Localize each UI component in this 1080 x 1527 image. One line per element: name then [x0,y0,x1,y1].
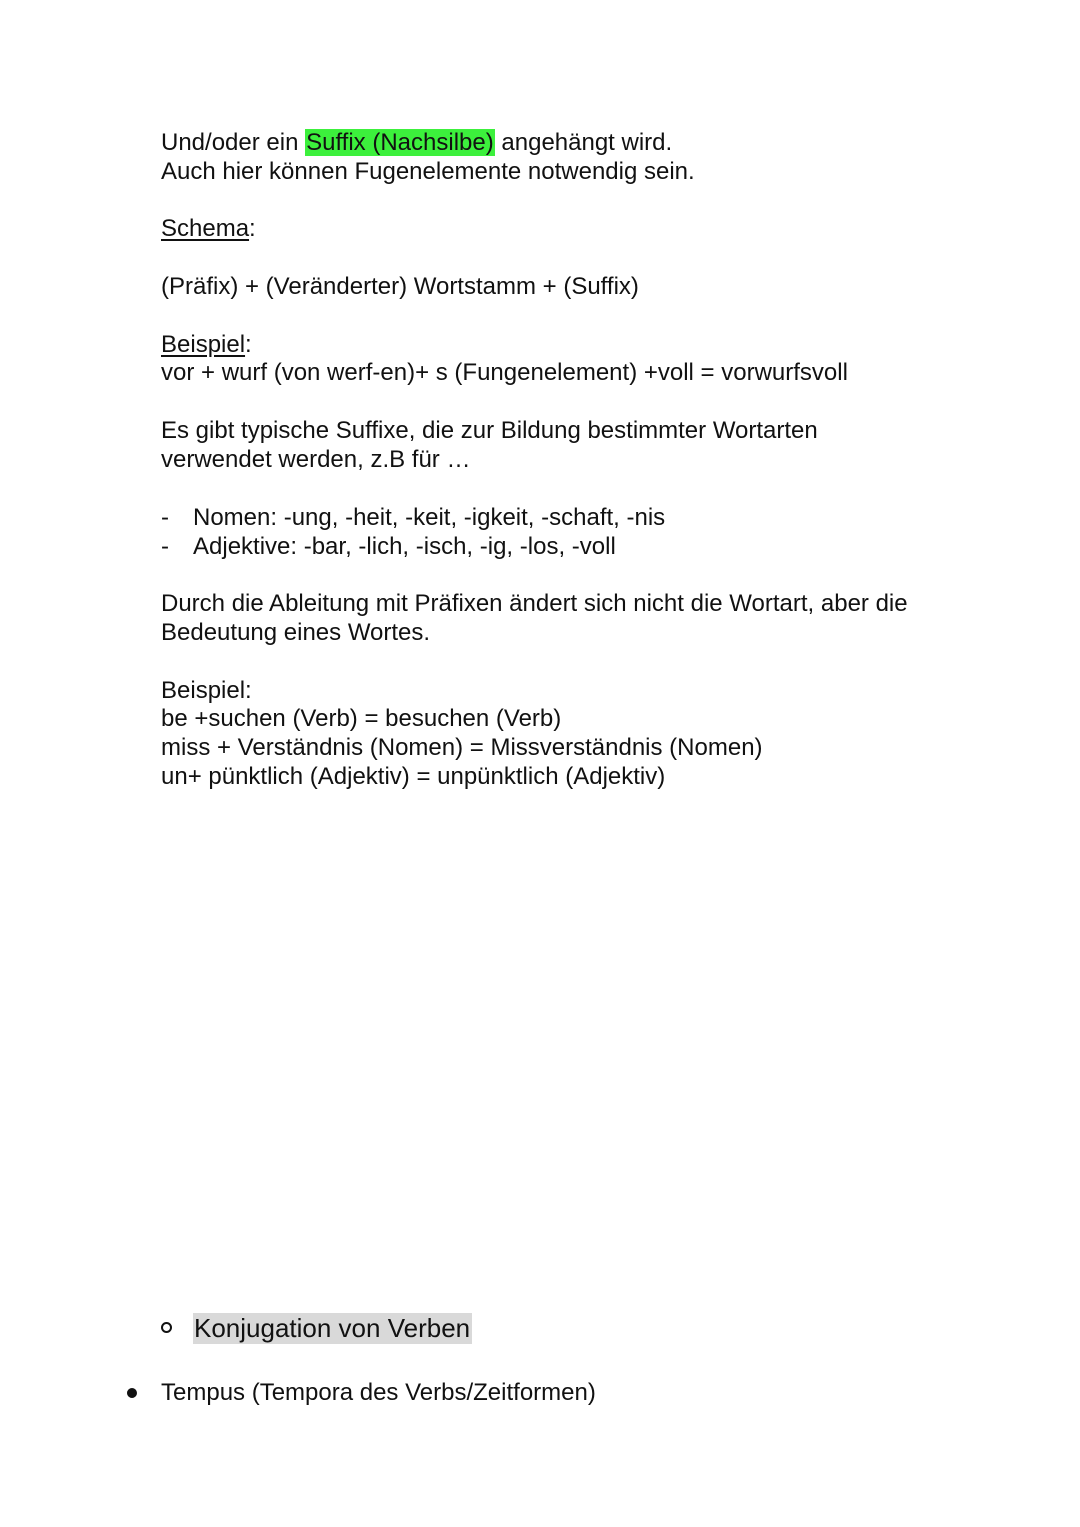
list-dash-1: - [161,504,169,531]
example2-heading: Beispiel: [161,677,252,704]
example2-line-2: miss + Verständnis (Nomen) = Missverständnis (Nomen) [161,734,763,761]
list-item-adjektive: Adjektive: -bar, -lich, -isch, -ig, -los, -voll [193,533,616,560]
konjugation-heading: Konjugation von Verben [194,1313,471,1343]
suffixes-line-1: Es gibt typische Suffixe, die zur Bildung bestimmter Wortarten [161,417,818,444]
intro-line-2: Auch hier können Fugenelemente notwendig sein. [161,158,695,185]
intro-text-before: Und/oder ein [161,129,306,156]
schema-colon: : [249,215,256,242]
example1-heading-line [161,330,252,359]
schema-heading: Schema [161,215,250,242]
schema-heading-line [161,214,256,243]
list-dash-2: - [161,533,169,560]
example1-colon: : [245,331,252,358]
prefixes-line-1: Durch die Ableitung mit Präfixen ändert sich nicht die Wortart, aber die [161,590,908,617]
example1-heading: Beispiel [161,331,246,358]
intro-line-1 [161,128,672,157]
example2-line-1: be +suchen (Verb) = besuchen (Verb) [161,705,562,732]
schema-formula: (Präfix) + (Veränderter) Wortstamm + (Suffix) [161,273,639,300]
prefixes-line-2: Bedeutung eines Wortes. [161,619,431,646]
intro-text-after: angehängt wird. [494,129,673,156]
example2-line-3: un+ pünktlich (Adjektiv) = unpünktlich (Adjektiv) [161,763,666,790]
tempus-heading: Tempus (Tempora des Verbs/Zeitformen) [161,1379,596,1406]
filled-bullet-icon [127,1388,137,1398]
list-item-nomen: Nomen: -ung, -heit, -keit, -igkeit, -schaft, -nis [193,504,666,531]
suffixes-line-2: verwendet werden, z.B für … [161,446,471,473]
example1-text: vor + wurf (von werf-en)+ s (Fungenelement) +voll = vorwurfsvoll [161,359,848,386]
hollow-bullet-icon [161,1322,172,1333]
suffix-highlight: Suffix (Nachsilbe) [306,129,494,156]
